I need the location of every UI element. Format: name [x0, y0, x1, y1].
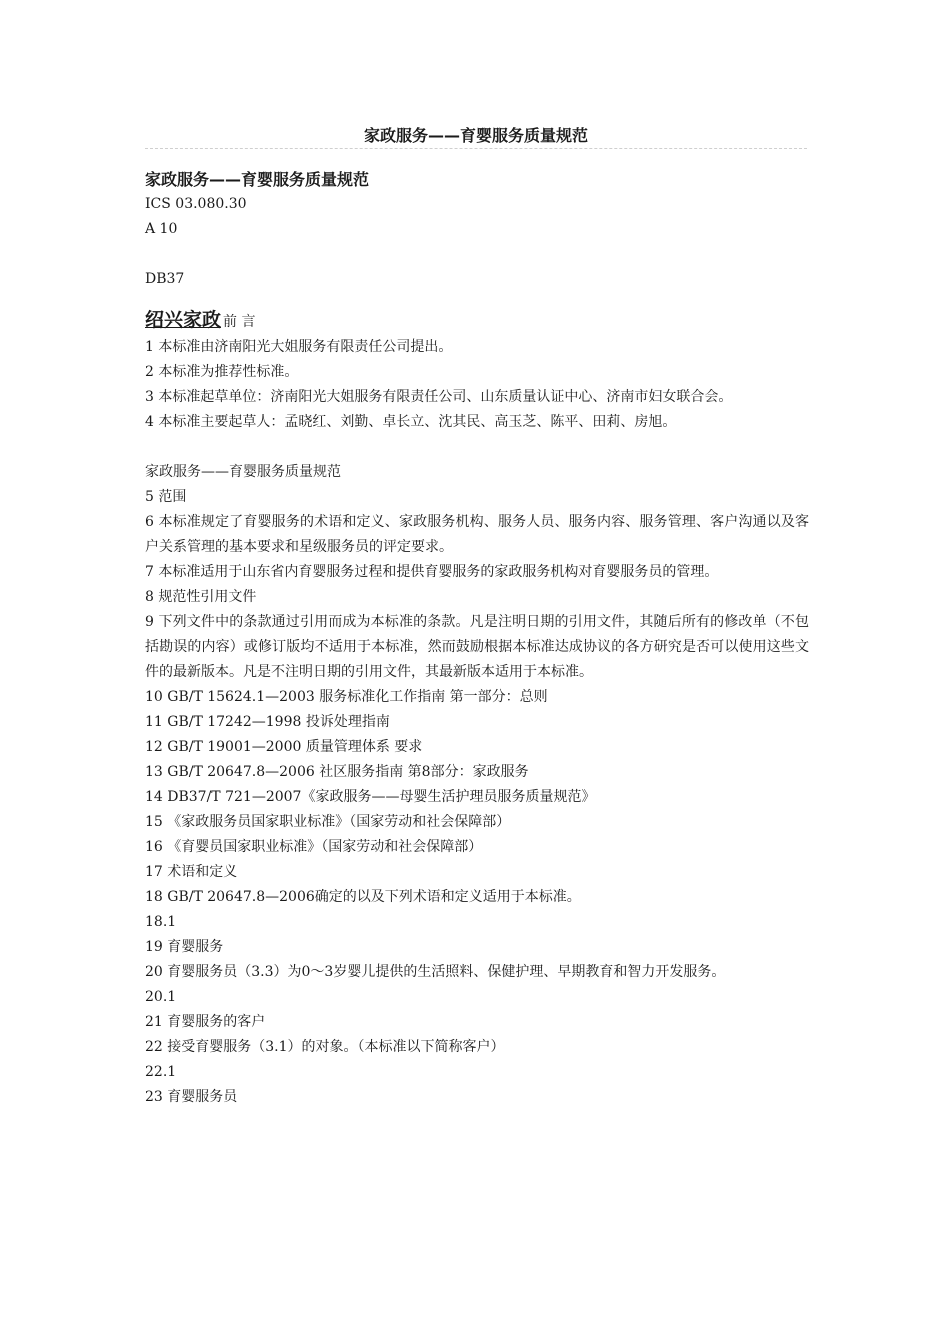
body-item: 15 《家政服务员国家职业标准》（国家劳动和社会保障部）: [145, 814, 511, 830]
classification-code: A 10: [145, 221, 178, 237]
running-header-title: 家政服务——育婴服务质量规范: [363, 126, 588, 145]
document-content: [145, 168, 809, 1110]
body-item: 12 GB/T 19001—2000 质量管理体系 要求: [145, 739, 423, 755]
ics-code: ICS 03.080.30: [145, 196, 247, 212]
foreword-heading: [145, 305, 809, 335]
body-item: 6 本标准规定了育婴服务的术语和定义、家政服务机构、服务人员、服务内容、服务管理、客户沟通以及客户关系管理的基本要求和星级服务员的评定要求。: [145, 514, 809, 555]
body-item: 22 接受育婴服务（3.1）的对象。（本标准以下简称客户）: [145, 1039, 505, 1055]
body-item: 8 规范性引用文件: [145, 589, 257, 605]
body-item: 20.1: [145, 989, 177, 1005]
body-item: 16 《育婴员国家职业标准》（国家劳动和社会保障部）: [145, 839, 483, 855]
body-item: 18 GB/T 20647.8—2006确定的以及下列术语和定义适用于本标准。: [145, 889, 581, 905]
spacer: [145, 435, 809, 460]
body-item: 9 下列文件中的条款通过引用而成为本标准的条款。凡是注明日期的引用文件，其随后所有的修改单（不包括勘误的内容）或修订版均不适用于本标准，然而鼓励根据本标准达成协议的各方研究是否可以使用这些文件的最新版本。凡是不注明日期的引用文件，其最新版本适用于本标准。: [145, 614, 809, 680]
foreword-item: 1 本标准由济南阳光大姐服务有限责任公司提出。: [145, 339, 453, 355]
body-item: 5 范围: [145, 489, 187, 505]
spacer: [145, 242, 809, 267]
body-item: 19 育婴服务: [145, 939, 224, 955]
body-item: 13 GB/T 20647.8—2006 社区服务指南 第8部分：家政服务: [145, 764, 529, 780]
header-divider: [145, 148, 807, 149]
body-item: 17 术语和定义: [145, 864, 238, 880]
body-item: 23 育婴服务员: [145, 1089, 238, 1105]
body-item: 22.1: [145, 1064, 177, 1080]
foreword-item: 2 本标准为推荐性标准。: [145, 364, 299, 380]
body-item: 10 GB/T 15624.1—2003 服务标准化工作指南 第一部分：总则: [145, 689, 548, 705]
body-title: 家政服务——育婴服务质量规范: [145, 464, 341, 480]
body-item: 11 GB/T 17242—1998 投诉处理指南: [145, 714, 390, 730]
foreword-item: 4 本标准主要起草人：孟晓红、刘勤、卓长立、沈其民、高玉芝、陈平、田莉、房旭。: [145, 414, 677, 430]
document-title: 家政服务——育婴服务质量规范: [145, 170, 370, 189]
body-item: 18.1: [145, 914, 177, 930]
standard-prefix: DB37: [145, 271, 185, 287]
body-item: 21 育婴服务的客户: [145, 1014, 266, 1030]
body-item: 7 本标准适用于山东省内育婴服务过程和提供育婴服务的家政服务机构对育婴服务员的管理。: [145, 564, 719, 580]
body-item: 20 育婴服务员（3.3）为0～3岁婴儿提供的生活照料、保健护理、早期教育和智力开发服务。: [145, 964, 726, 980]
foreword-label: 前 言: [223, 314, 256, 330]
body-item: 14 DB37/T 721—2007《家政服务——母婴生活护理员服务质量规范》: [145, 789, 596, 805]
brand-link[interactable]: 绍兴家政: [145, 309, 222, 331]
foreword-item: 3 本标准起草单位：济南阳光大姐服务有限责任公司、山东质量认证中心、济南市妇女联合会。: [145, 389, 733, 405]
